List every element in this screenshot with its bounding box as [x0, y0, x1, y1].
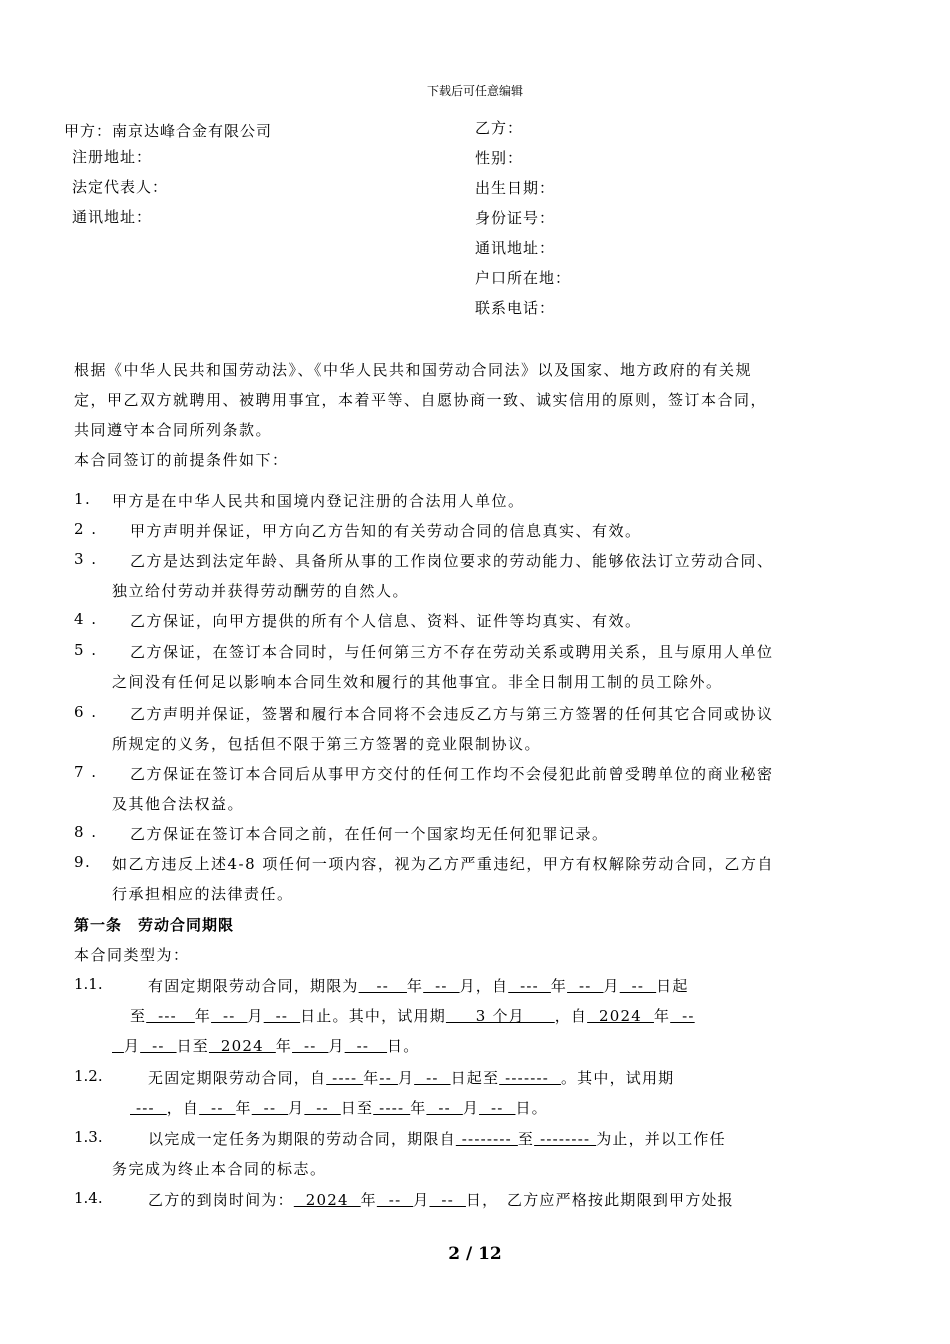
list-number: 7 . [74, 763, 98, 781]
blank-field: -- [358, 977, 407, 995]
list-item: 行承担相应的法律责任。 [112, 885, 294, 903]
blank-field: -- [426, 1099, 463, 1117]
clause-text: 月，自 [459, 977, 509, 995]
clause-text: 以完成一定任务为期限的劳动合同，期限自 [148, 1130, 456, 1148]
blank-field: -- [292, 1037, 329, 1055]
blank-field: -- [670, 1007, 695, 1025]
party-a-mail: 通讯地址： [72, 208, 153, 226]
clause-text: 有固定期限劳动合同，期限为 [148, 977, 359, 995]
list-number: 9. [74, 853, 92, 871]
party-b-birth: 出生日期： [475, 179, 556, 197]
clause-text: 月 [123, 1037, 141, 1055]
intro-line: 本合同签订的前提条件如下： [74, 451, 289, 469]
clause-1-1-line-1 [148, 975, 689, 996]
clause-text: ，自 [554, 1007, 588, 1025]
list-item: 及其他合法权益。 [112, 795, 245, 813]
clause-1-3-line-2: 务完成为终止本合同的标志。 [112, 1160, 327, 1178]
clause-number: 1.1. [74, 975, 103, 993]
list-number: 8 . [74, 823, 98, 841]
blank-field: ---- [373, 1099, 411, 1117]
party-b-gender: 性别： [475, 149, 524, 167]
blank-field: -- [379, 1069, 398, 1087]
intro-line: 根据《中华人民共和国劳动法》、《中华人民共和国劳动合同法》以及国家、地方政府的有关规 [74, 361, 753, 379]
clause-text: 日起 [656, 977, 689, 995]
clause-text: 月 [462, 1099, 480, 1117]
blank-field: -- [263, 1007, 301, 1025]
clause-text: 年 [550, 977, 568, 995]
clause-text: 。其中，试用期 [560, 1069, 675, 1087]
clause-text: 月 [247, 1007, 264, 1025]
blank-field: ---- [326, 1069, 364, 1087]
list-item: 独立给付劳动并获得劳动酬劳的自然人。 [112, 582, 410, 600]
blank-field: -- [376, 1191, 414, 1209]
clause-text: 日至 [340, 1099, 374, 1117]
list-item: 之间没有任何足以影响本合同生效和履行的其他事宜。非全日制用工制的员工除外。 [112, 673, 723, 691]
clause-text: ，自 [166, 1099, 200, 1117]
clause-1-1-line-3 [112, 1035, 419, 1056]
blank-field: 3 个月 [445, 1007, 555, 1025]
page-header: 下载后可任意编辑 [426, 84, 523, 98]
list-number: 6 . [74, 703, 98, 721]
clause-text: 无固定期限劳动合同，自 [148, 1069, 327, 1087]
list-item: 乙方保证，向甲方提供的所有个人信息、资料、证件等均真实、有效。 [130, 612, 642, 630]
clause-text: 日起至 [450, 1069, 500, 1087]
clause-number: 1.2. [74, 1067, 103, 1085]
clause-text: 月 [397, 1069, 415, 1087]
clause-text: 日， 乙方应严格按此期限到甲方处报 [465, 1191, 734, 1209]
clause-text: 年 [653, 1007, 671, 1025]
list-item: 如乙方违反上述4-8 项任何一项内容，视为乙方严重违纪，甲方有权解除劳动合同，乙方自 [112, 855, 774, 873]
blank-field: -- [140, 1037, 177, 1055]
party-a-address: 注册地址： [72, 148, 153, 166]
clause-text: 至 [130, 1007, 147, 1025]
clause-text: 年 [235, 1099, 252, 1117]
blank-field: -- [423, 977, 460, 995]
clause-text: 至 [517, 1130, 535, 1148]
blank-field: ------- [499, 1069, 561, 1087]
blank-field: -- [429, 1191, 466, 1209]
blank-field: -- [344, 1037, 388, 1055]
clause-text: 日止。其中，试用期 [300, 1007, 446, 1025]
blank-field: 2024 [293, 1191, 361, 1209]
clause-text: 年 [406, 977, 424, 995]
blank-field: -- [199, 1099, 236, 1117]
party-a-name: 甲方：南京达峰合金有限公司 [64, 122, 273, 140]
party-a-rep: 法定代表人： [72, 178, 169, 196]
list-item: 乙方是达到法定年龄、具备所从事的工作岗位要求的劳动能力、能够依法订立劳动合同、 [130, 552, 774, 570]
clause-number: 1.3. [74, 1128, 103, 1146]
clause-text: 年 [363, 1069, 380, 1087]
blank-field: -------- [534, 1130, 597, 1148]
clause-text: 年 [275, 1037, 293, 1055]
list-item: 乙方保证在签订本合同之前，在任何一个国家均无任何犯罪记录。 [130, 825, 609, 843]
list-item: 甲方是在中华人民共和国境内登记注册的合法用人单位。 [112, 492, 525, 510]
clause-text: 月 [288, 1099, 305, 1117]
blank-field: --- [508, 977, 551, 995]
clause-1-2-line-2 [130, 1097, 548, 1118]
list-item: 乙方保证，在签订本合同时，与任何第三方不存在劳动关系或聘用关系，且与原用人单位 [130, 643, 774, 661]
clause-text: 日。 [387, 1037, 420, 1055]
clause-text: 日至 [176, 1037, 209, 1055]
list-number: 2 . [74, 520, 98, 538]
clause-1-4-line-1 [148, 1189, 734, 1210]
clause-text: 年 [360, 1191, 377, 1209]
intro-line: 共同遵守本合同所列条款。 [74, 421, 273, 439]
clause-text: 月 [413, 1191, 430, 1209]
list-number: 1. [74, 490, 92, 508]
blank-field: -- [619, 977, 657, 995]
clause-text: 月 [603, 977, 620, 995]
blank-field: -------- [455, 1130, 518, 1148]
blank-field: -- [479, 1099, 516, 1117]
list-number: 3 . [74, 550, 98, 568]
party-b-name: 乙方： [475, 119, 524, 137]
blank-field: --- [130, 1099, 167, 1117]
clause-text: 年 [410, 1099, 427, 1117]
blank-field [112, 1037, 124, 1055]
party-b-hukou: 户口所在地： [475, 269, 572, 287]
clause-text: 年 [194, 1007, 212, 1025]
blank-field: -- [251, 1099, 289, 1117]
list-item: 所规定的义务，包括但不限于第三方签署的竞业限制协议。 [112, 735, 542, 753]
page-number: 2 / 12 [448, 1244, 502, 1264]
blank-field: -- [304, 1099, 341, 1117]
list-number: 4 . [74, 610, 98, 628]
blank-field: -- [567, 977, 604, 995]
article-title: 第一条 劳动合同期限 [74, 916, 235, 934]
clause-1-2-line-1 [148, 1067, 674, 1088]
party-b-phone: 联系电话： [475, 299, 556, 317]
blank-field: -- [211, 1007, 248, 1025]
blank-field: -- [414, 1069, 451, 1087]
intro-line: 定，甲乙双方就聘用、被聘用事宜，本着平等、自愿协商一致、诚实信用的原则，签订本合同， [74, 391, 768, 409]
clause-text: 日。 [515, 1099, 548, 1117]
clause-number: 1.4. [74, 1189, 103, 1207]
blank-field: 2024 [587, 1007, 654, 1025]
party-b-mail: 通讯地址： [475, 239, 556, 257]
list-item: 乙方保证在签订本合同后从事甲方交付的任何工作均不会侵犯此前曾受聘单位的商业秘密 [130, 765, 774, 783]
list-item: 乙方声明并保证，签署和履行本合同将不会违反乙方与第三方签署的任何其它合同或协议 [130, 705, 774, 723]
clause-text: 乙方的到岗时间为： [148, 1191, 294, 1209]
article-subtitle: 本合同类型为： [74, 946, 190, 964]
blank-field: 2024 [208, 1037, 276, 1055]
clause-text: 为止，并以工作任 [596, 1130, 726, 1148]
blank-field: --- [146, 1007, 195, 1025]
party-b-id: 身份证号： [475, 209, 556, 227]
clause-1-3-line-1 [148, 1128, 726, 1149]
list-item: 甲方声明并保证，甲方向乙方告知的有关劳动合同的信息真实、有效。 [130, 522, 642, 540]
list-number: 5 . [74, 641, 98, 659]
clause-1-1-line-2 [130, 1005, 695, 1026]
clause-text: 月 [328, 1037, 345, 1055]
